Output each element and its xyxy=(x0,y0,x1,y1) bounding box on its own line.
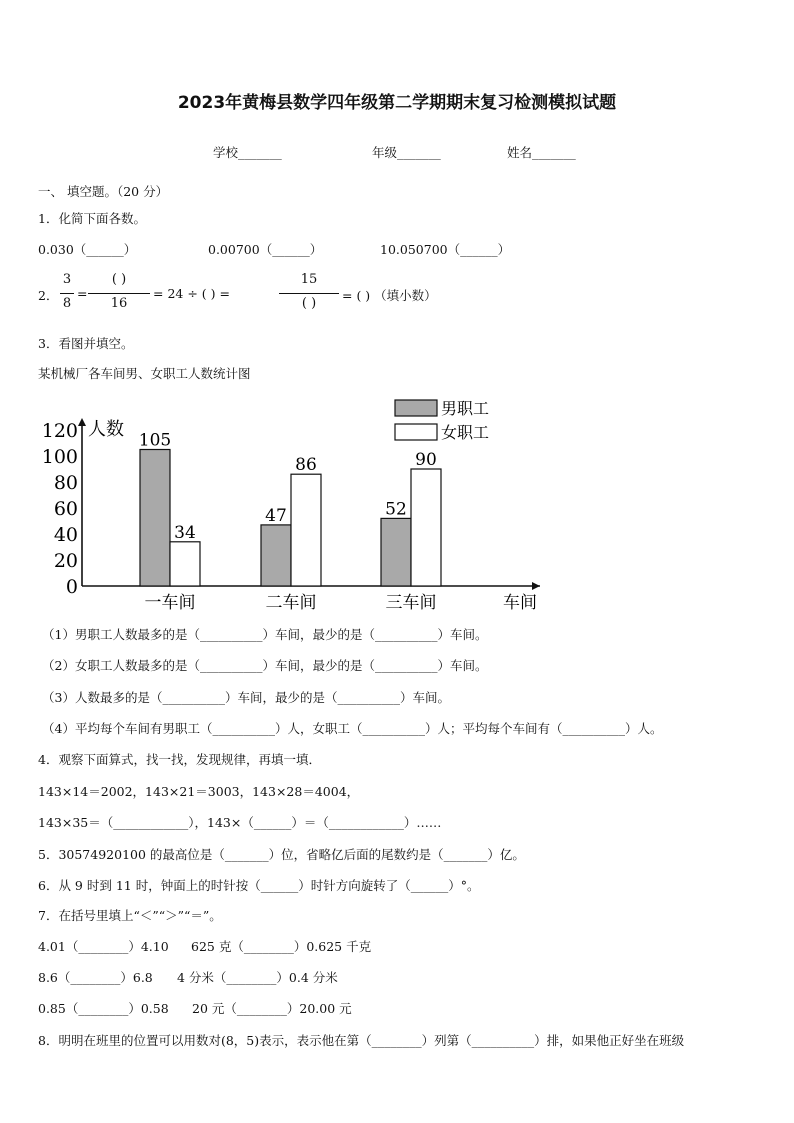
question-7-row-3-a: 0.85（________）0.58 xyxy=(38,1001,169,1016)
y-tick-label: 100 xyxy=(41,446,78,468)
female-bar xyxy=(411,469,441,586)
question-7-row-2-a: 8.6（________）6.8 xyxy=(38,970,153,985)
y-tick-label: 20 xyxy=(53,550,78,572)
section-heading: 一、 填空题。（20 分） xyxy=(38,184,169,199)
page-title: 2023年黄梅县数学四年级第二学期期末复习检测模拟试题 xyxy=(177,93,617,113)
question-3-sub-3: （3）人数最多的是（__________）车间，最少的是（__________）车间。 xyxy=(42,690,450,705)
question-4-label: 4．观察下面算式，找一找，发现规律，再填一填． xyxy=(38,752,321,767)
question-4-line-1: 143×14＝2002，143×21＝3003，143×28＝4004， xyxy=(38,784,360,799)
question-1-item-b: 0.00700（______） xyxy=(208,242,323,257)
y-tick-label: 120 xyxy=(41,420,78,442)
y-axis-label: 人数 xyxy=(88,419,124,440)
data-label: 86 xyxy=(295,455,317,476)
female-bar xyxy=(291,474,321,586)
female-bar xyxy=(170,542,200,586)
x-tick-label: 二车间 xyxy=(265,593,317,613)
question-1-label: 1．化简下面各数。 xyxy=(38,211,146,226)
legend-swatch xyxy=(395,400,437,416)
male-bar xyxy=(381,518,411,586)
question-1-item-a: 0.030（______） xyxy=(38,242,137,257)
question-2-middle: = 24 ÷ ( ) = xyxy=(153,286,230,301)
question-6: 6．从 9 时到 11 时，钟面上的时针按（______）时针方向旋转了（______）°。 xyxy=(38,878,480,893)
fraction-blank-16 xyxy=(88,272,150,316)
question-2-tail: = ( ) （填小数） xyxy=(342,288,437,303)
question-5: 5．30574920100 的最高位是（_______）位，省略亿后面的尾数约是（_______）亿。 xyxy=(38,847,525,862)
grade-field: 年级_______ xyxy=(372,145,441,160)
name-field: 姓名_______ xyxy=(507,145,576,160)
question-7-row-1-a: 4.01（________）4.10 xyxy=(38,939,169,954)
question-1-item-c: 10.050700（______） xyxy=(380,242,511,257)
legend-swatch xyxy=(395,424,437,440)
question-3-sub-2: （2）女职工人数最多的是（__________）车间，最少的是（__________）车间。 xyxy=(42,658,488,673)
legend-label: 男职工 xyxy=(441,399,490,418)
question-3-label: 3．看图并填空。 xyxy=(38,336,134,351)
x-tick-label: 三车间 xyxy=(385,593,437,613)
data-label: 90 xyxy=(415,450,437,470)
fraction-denominator: 16 xyxy=(110,296,128,311)
question-7-label: 7．在括号里填上“＜”“＞”“＝”。 xyxy=(38,908,222,923)
y-tick-label: 0 xyxy=(65,576,78,598)
male-bar xyxy=(261,525,291,586)
fraction-3-8 xyxy=(60,272,74,316)
x-tick-label: 一车间 xyxy=(144,593,196,613)
fraction-numerator: ( ) xyxy=(111,272,127,287)
question-7-row-1-b: 625 克（________）0.625 千克 xyxy=(191,939,372,954)
school-field: 学校_______ xyxy=(213,145,282,160)
y-axis-arrow xyxy=(78,418,86,426)
question-3-sub-1: （1）男职工人数最多的是（__________）车间，最少的是（__________）车间。 xyxy=(42,627,488,642)
question-7-row-3-b: 20 元（________）20.00 元 xyxy=(192,1001,352,1016)
bar-chart xyxy=(0,390,794,622)
question-3-sub-4: （4）平均每个车间有男职工（__________）人，女职工（__________）人；平均每个车间有（__________）人。 xyxy=(42,721,663,736)
x-axis-arrow xyxy=(532,582,540,590)
data-label: 34 xyxy=(174,522,196,543)
question-4-line-2: 143×35＝（____________），143×（______）＝（____________）…… xyxy=(38,815,442,830)
fraction-numerator: 15 xyxy=(300,272,318,287)
male-bar xyxy=(140,450,170,587)
question-8: 8．明明在班里的位置可以用数对(8，5)表示，表示他在第（________）列第（__________）排，如果他正好坐在班级 xyxy=(38,1033,685,1048)
chart-title: 某机械厂各车间男、女职工人数统计图 xyxy=(38,366,251,381)
data-label: 47 xyxy=(265,505,287,526)
x-axis-label: 车间 xyxy=(503,593,537,613)
data-label: 52 xyxy=(385,499,407,520)
fraction-denominator: ( ) xyxy=(301,296,317,311)
y-tick-label: 60 xyxy=(53,498,78,520)
fraction-denominator: 8 xyxy=(62,296,72,311)
y-tick-label: 40 xyxy=(53,524,78,546)
equals-sign: = xyxy=(77,286,88,301)
question-2-prefix: 2． xyxy=(38,288,59,303)
legend-label: 女职工 xyxy=(441,423,490,442)
fraction-15-blank xyxy=(279,272,339,316)
data-label: 105 xyxy=(138,430,172,451)
fraction-numerator: 3 xyxy=(62,272,72,287)
y-tick-label: 80 xyxy=(53,472,78,494)
question-7-row-2-b: 4 分米（________）0.4 分米 xyxy=(177,970,338,985)
